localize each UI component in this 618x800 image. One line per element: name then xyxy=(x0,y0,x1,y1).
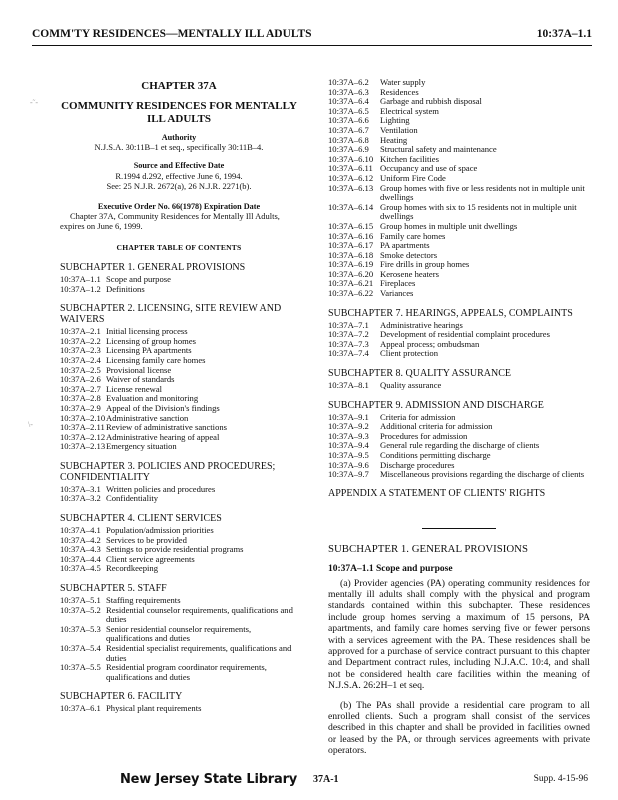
toc-entry-number: 10:37A–6.3 xyxy=(328,86,369,97)
toc-entry xyxy=(328,289,590,299)
chapter-title: COMMUNITY RESIDENCES FOR MENTALLY ILL ADULTS xyxy=(61,99,297,125)
toc-entry-title: Review of administrative sanctions xyxy=(106,422,228,433)
authority-text: N.J.S.A. 30:11B–1 et seq., specifically 30:11B–4. xyxy=(94,142,264,153)
toc-subchapter-heading: SUBCHAPTER 3. POLICIES AND PROCEDURES; CONFIDENTIALITY xyxy=(60,460,276,483)
toc-entry-title: Heating xyxy=(380,134,408,145)
toc-entry-title: Staffing requirements xyxy=(106,595,181,606)
toc-entry-title: Initial licensing process xyxy=(106,326,188,337)
toc-entry-number: 10:37A–9.6 xyxy=(328,459,369,470)
executive-order-text: Chapter 37A, Community Residences for Mentally Ill Adults, expires on June 6, 1999. xyxy=(60,211,280,232)
toc-entry-number: 10:37A–3.1 xyxy=(60,483,101,494)
toc-entry-number: 10:37A–6.8 xyxy=(328,134,369,145)
toc-entry-title: Residences xyxy=(380,86,419,97)
toc-entry-number: 10:37A–7.4 xyxy=(328,348,369,359)
toc-entry-title: Quality assurance xyxy=(380,380,442,391)
toc-right-list xyxy=(328,308,590,480)
toc-entry-title: Smoke detectors xyxy=(380,249,438,260)
toc-entry-number: 10:37A–9.5 xyxy=(328,450,369,460)
toc-entry-number: 10:37A–5.5 xyxy=(60,662,101,673)
toc-entry-number: 10:37A–6.11 xyxy=(328,163,373,174)
toc-entry-title: Client protection xyxy=(380,348,438,359)
toc-entry-number: 10:37A–6.10 xyxy=(328,153,374,164)
right-column xyxy=(328,78,590,763)
toc-entry-title: Services to be provided xyxy=(106,534,187,545)
toc-entry-title: Population/admission priorities xyxy=(106,525,214,536)
toc-entry-number: 10:37A–6.4 xyxy=(328,96,369,107)
toc-entry-number: 10:37A–4.3 xyxy=(60,544,101,555)
toc-entry-number: 10:37A–1.1 xyxy=(60,273,101,284)
toc-entry-number: 10:37A–6.1 xyxy=(60,703,101,714)
toc-entry-title: Licensing family care homes xyxy=(106,354,206,365)
toc-entry-number: 10:37A–5.2 xyxy=(60,604,101,615)
chapter-number: CHAPTER 37A xyxy=(141,80,217,92)
toc-entry-title: Garbage and rubbish disposal xyxy=(380,96,482,107)
left-column xyxy=(60,78,298,714)
toc-entry-number: 10:37A–6.13 xyxy=(328,182,374,193)
toc-entry-number: 10:37A–4.4 xyxy=(60,553,101,564)
toc-entry-title: Residential program coordinator requirements, qualifications and duties xyxy=(106,662,267,682)
toc-title: CHAPTER TABLE OF CONTENTS xyxy=(116,243,242,253)
toc-entry-title: Administrative hearings xyxy=(380,319,463,330)
toc-entry-number: 10:37A–6.18 xyxy=(328,249,374,260)
toc-entry-title: Lighting xyxy=(380,115,410,126)
toc-entry-title: Criteria for admission xyxy=(380,411,456,422)
toc-entry-title: Scope and purpose xyxy=(106,273,171,284)
paragraph-b: (b) The PAs shall provide a residential care program to all enrolled clients. Such a program shall consist of the services described in this chapter and shall be provided in facilities owned or leased by the PA, or through services agreements with private operators. xyxy=(328,699,590,757)
toc-entry-title: Recordkeeping xyxy=(106,563,159,574)
toc-entry-title: Group homes with five or less residents not in multiple unit dwellings xyxy=(380,182,585,203)
toc-entry-title: Client service agreements xyxy=(106,553,195,564)
toc-entry-title: Miscellaneous provisions regarding the discharge of clients xyxy=(380,469,585,480)
toc-entry-title: Evaluation and monitoring xyxy=(106,393,199,404)
page-footer xyxy=(0,772,618,792)
toc-entry-number: 10:37A–2.4 xyxy=(60,354,101,365)
toc-entry-number: 10:37A–9.2 xyxy=(328,421,369,432)
running-header xyxy=(32,28,592,44)
toc-entry xyxy=(60,564,298,574)
toc-entry-number: 10:37A–6.2 xyxy=(328,77,369,87)
toc-entry-number: 10:37A–6.5 xyxy=(328,105,369,116)
toc-entry xyxy=(328,184,590,203)
toc-entry-title: License renewal xyxy=(106,383,163,394)
toc-entry-title: Confidentiality xyxy=(106,493,159,504)
toc-entry-title: Administrative hearing of appeal xyxy=(106,431,220,442)
toc-entry-title: PA apartments xyxy=(380,240,430,251)
toc-subchapter-heading: SUBCHAPTER 7. HEARINGS, APPEALS, COMPLAINTS xyxy=(328,307,573,319)
toc-entry-title: Kerosene heaters xyxy=(380,268,439,279)
toc-entry-title: Group homes with six to 15 residents not in multiple unit dwellings xyxy=(380,201,577,222)
source-label: Source and Effective Date xyxy=(133,161,225,171)
toc-entry-number: 10:37A–4.1 xyxy=(60,525,101,536)
toc-entry-number: 10:37A–2.12 xyxy=(60,431,106,442)
scan-mark: \‐ xyxy=(28,420,33,429)
toc-entry-number: 10:37A–2.1 xyxy=(60,326,101,337)
toc-entry xyxy=(60,606,298,625)
toc-entry-number: 10:37A–2.10 xyxy=(60,412,106,423)
toc-entry-number: 10:37A–6.22 xyxy=(328,288,374,299)
toc-entry-number: 10:37A–6.21 xyxy=(328,278,374,289)
toc-entry-number: 10:37A–2.3 xyxy=(60,345,101,356)
toc-entry-title: Discharge procedures xyxy=(380,459,455,470)
toc-entry-number: 10:37A–9.1 xyxy=(328,411,369,422)
section-heading: 10:37A–1.1 Scope and purpose xyxy=(328,563,453,574)
appendix-entry: APPENDIX A STATEMENT OF CLIENTS' RIGHTS xyxy=(328,487,546,499)
toc-entry xyxy=(60,663,298,682)
source-line-2: See: 25 N.J.R. 2672(a), 26 N.J.R. 2271(b). xyxy=(106,180,252,191)
toc-entry-title: Residential specialist requirements, qualifications and duties xyxy=(106,643,292,663)
toc-entry-number: 10:37A–6.20 xyxy=(328,268,374,279)
toc-entry-number: 10:37A–6.9 xyxy=(328,144,369,155)
toc-entry-title: Uniform Fire Code xyxy=(380,172,446,183)
toc-entry-title: Administrative sanction xyxy=(106,412,189,423)
toc-entry-title: Definitions xyxy=(106,283,145,294)
toc-entry-title: Electrical system xyxy=(380,105,439,116)
toc-entry-title: Structural safety and maintenance xyxy=(380,144,497,155)
toc-entry-title: Procedures for admission xyxy=(380,430,468,441)
toc-entry-number: 10:37A–6.14 xyxy=(328,201,374,212)
running-header-title: COMM'TY RESIDENCES—MENTALLY ILL ADULTS xyxy=(32,28,312,40)
running-header-section: 10:37A–1.1 xyxy=(536,28,592,40)
toc-entry-number: 10:37A–2.8 xyxy=(60,393,101,404)
toc-entry xyxy=(60,644,298,663)
toc-entry xyxy=(60,704,298,714)
toc-entry-title: Waiver of standards xyxy=(106,374,175,385)
toc-entry-number: 10:37A–2.9 xyxy=(60,402,101,413)
toc-entry xyxy=(60,625,298,644)
header-rule xyxy=(32,45,592,46)
toc-entry-title: Additional criteria for admission xyxy=(380,421,493,432)
page-number: 37A-1 xyxy=(313,774,339,785)
toc-entry-number: 10:37A–5.1 xyxy=(60,595,101,606)
toc-subchapter-heading: SUBCHAPTER 6. FACILITY xyxy=(60,691,183,703)
toc-entry-title: Licensing of group homes xyxy=(106,335,196,346)
toc-entry-number: 10:37A–9.4 xyxy=(328,440,369,451)
toc-entry-title: General rule regarding the discharge of clients xyxy=(380,440,540,451)
toc-entry-number: 10:37A–2.7 xyxy=(60,383,101,394)
toc-entry-number: 10:37A–2.11 xyxy=(60,422,105,433)
toc-entry xyxy=(60,442,298,452)
supplement-date: Supp. 4-15-96 xyxy=(533,774,588,784)
toc-entry-title: Fireplaces xyxy=(380,278,416,289)
toc-entry xyxy=(60,494,298,504)
source-line-1: R.1994 d.292, effective June 6, 1994. xyxy=(115,170,243,181)
toc-subchapter-heading: SUBCHAPTER 9. ADMISSION AND DISCHARGE xyxy=(328,399,544,411)
toc-entry-title: Kitchen facilities xyxy=(380,153,439,164)
toc-entry-number: 10:37A–8.1 xyxy=(328,380,369,391)
toc-subchapter-heading: SUBCHAPTER 5. STAFF xyxy=(60,583,167,595)
toc-entry-number: 10:37A–6.6 xyxy=(328,115,369,126)
toc-entry-title: Group homes in multiple unit dwellings xyxy=(380,220,518,231)
toc-entry-title: Licensing PA apartments xyxy=(106,345,192,356)
toc-entry-title: Occupancy and use of space xyxy=(380,163,478,174)
section-divider xyxy=(422,528,496,529)
toc-entry-number: 10:37A–4.5 xyxy=(60,563,101,574)
toc-entry-title: Written policies and procedures xyxy=(106,483,216,494)
toc-entry-number: 10:37A–9.3 xyxy=(328,430,369,441)
toc-entry-number: 10:37A–2.13 xyxy=(60,441,106,452)
toc-entry-number: 10:37A–6.15 xyxy=(328,220,374,231)
toc-subchapter-heading: SUBCHAPTER 1. GENERAL PROVISIONS xyxy=(60,261,246,273)
toc-entry-number: 10:37A–6.17 xyxy=(328,240,374,251)
toc-entry-title: Development of residential complaint procedures xyxy=(380,329,550,340)
toc-entry-title: Appeal of the Division's findings xyxy=(106,402,220,413)
toc-entry-title: Emergency situation xyxy=(106,441,177,452)
toc-entry-title: Conditions permitting discharge xyxy=(380,450,491,460)
toc-entry-title: Settings to provide residential programs xyxy=(106,544,244,555)
toc-entry-number: 10:37A–2.5 xyxy=(60,364,101,375)
toc-entry-title: Appeal process; ombudsman xyxy=(380,338,480,349)
toc-entry-number: 10:37A–5.4 xyxy=(60,643,101,653)
toc-subchapter-heading: SUBCHAPTER 8. QUALITY ASSURANCE xyxy=(328,368,511,380)
authority-label: Authority xyxy=(161,132,197,142)
toc-entry-title: Water supply xyxy=(380,77,426,87)
executive-order-label: Executive Order No. 66(1978) Expiration Date xyxy=(97,201,261,211)
toc-entry-number: 10:37A–7.2 xyxy=(328,329,369,340)
toc-entry-number: 10:37A–7.1 xyxy=(328,319,369,330)
paragraph-a: (a) Provider agencies (PA) operating community residences for mentally ill adults shall comply with the physical and program standards contained within this subchapter. These residences include group homes serving a maximum of 15 persons, PA apartments, and family care homes serving five or fewer persons with a services agreement with the PA. These residences shall be approved for a purchase of service contract pursuant to this chapter and Department contract rules, including N.J.A.C. 10:4, and shall not be considered health care facilities within the meaning of N.J.S.A. 26:2H–1 et seq. xyxy=(328,577,590,692)
toc-entry-number: 10:37A–6.19 xyxy=(328,259,374,270)
toc-entry-title: Provisional license xyxy=(106,364,172,375)
toc-entry-title: Physical plant requirements xyxy=(106,703,202,714)
toc-entry xyxy=(328,203,590,222)
toc-subchapter-heading: SUBCHAPTER 2. LICENSING, SITE REVIEW AND WAIVERS xyxy=(60,303,282,326)
toc-entry-title: Residential counselor requirements, qualifications and duties xyxy=(106,604,293,625)
toc-entry-number: 10:37A–2.2 xyxy=(60,335,101,346)
toc-entry-number: 10:37A–7.3 xyxy=(328,338,369,349)
toc-entry-title: Ventilation xyxy=(380,124,418,135)
toc-entry-title: Fire drills in group homes xyxy=(380,259,470,270)
toc-entry-number: 10:37A–6.7 xyxy=(328,124,369,135)
toc-entry-number: 10:37A–6.16 xyxy=(328,230,374,241)
toc-entry xyxy=(328,349,590,359)
toc-entry-number: 10:37A–9.7 xyxy=(328,469,369,480)
toc-entry-number: 10:37A–3.2 xyxy=(60,493,101,504)
body-subchapter-heading: SUBCHAPTER 1. GENERAL PROVISIONS xyxy=(328,543,528,556)
scan-mark: ‐˜‐ xyxy=(30,98,38,107)
library-stamp: New Jersey State Library xyxy=(120,771,298,788)
toc-entry xyxy=(60,285,298,295)
toc-entry-number: 10:37A–1.2 xyxy=(60,283,101,294)
toc-entry xyxy=(328,381,590,391)
toc-left-list xyxy=(60,262,298,714)
toc-entry-number: 10:37A–2.6 xyxy=(60,374,101,385)
toc-entry-title: Senior residential counselor requirements, qualifications and duties xyxy=(106,623,252,644)
toc-entry-number: 10:37A–4.2 xyxy=(60,534,101,545)
toc-entry-number: 10:37A–6.12 xyxy=(328,172,374,183)
toc-entry-title: Family care homes xyxy=(380,230,446,241)
toc-right-continued xyxy=(328,78,590,299)
toc-entry xyxy=(328,470,590,480)
toc-entry-number: 10:37A–5.3 xyxy=(60,623,101,634)
toc-entry-title: Variances xyxy=(380,288,414,299)
toc-subchapter-heading: SUBCHAPTER 4. CLIENT SERVICES xyxy=(60,513,222,525)
